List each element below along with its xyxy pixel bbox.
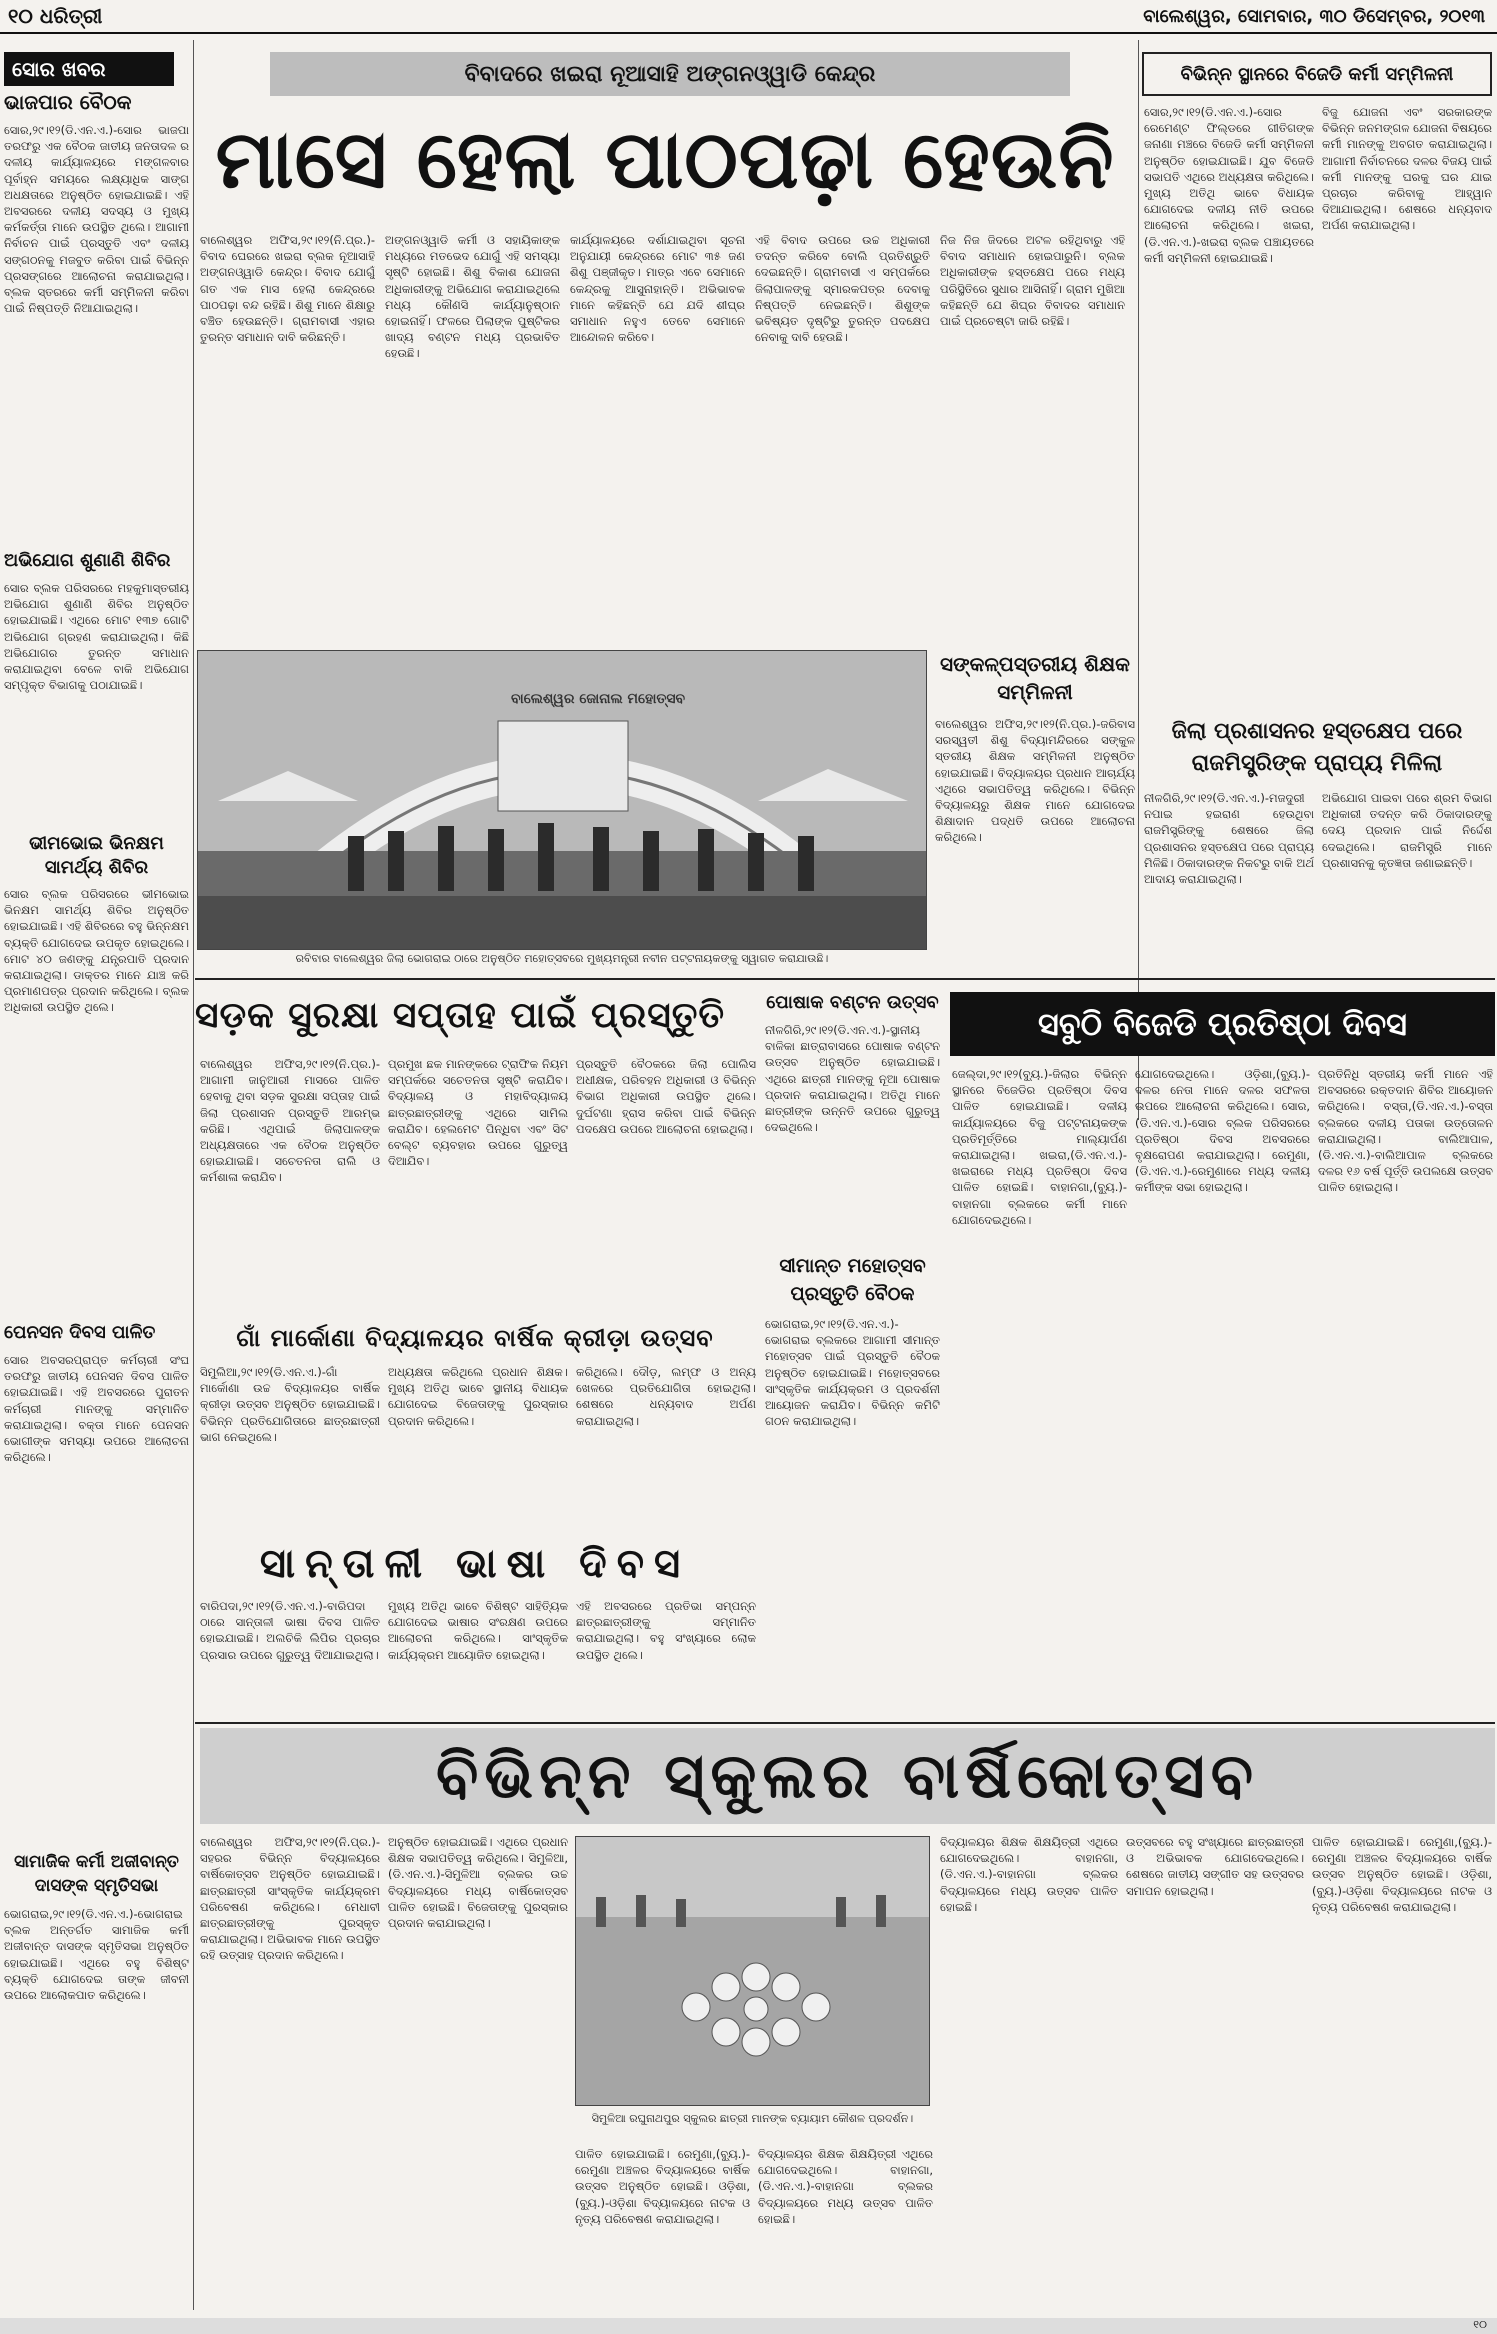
bjd-day-col-2: ଯୋଗଦେଇଥିଲେ। ଓଡ଼ିଶା,(ବ୍ୟୁ.)- ଦଳର ନେତା ମାନେ ଦଳର ସଫଳତା ଉପରେ ଆଲୋଚନା କରିଥିଲେ। ସୋର,(ଡି.ଏନ.ଏ.)-ସୋର ବ୍ଲକ ପରିସରରେ ପ୍ରତିଷ୍ଠା ଦିବସ ଅବସରରେ ବୃକ୍ଷରୋପଣ କରାଯାଇଥିଲା। ରେମୁଣା,(ଡି.ଏନ.ଏ.)-ରେମୁଣାରେ ମଧ୍ୟ ଦଳୀୟ କର୍ମୀଙ୍କ ସଭା ହୋଇଥିଲା। xyxy=(1135,1067,1310,1195)
annual-col-4: ବିଦ୍ୟାଳୟର ଶିକ୍ଷକ ଶିକ୍ଷୟିତ୍ରୀ ଏଥିରେ ଯୋଗଦେଇଥିଲେ। ବାହାନଗା,(ଡି.ଏନ.ଏ.)-ବାହାନଗା ବ୍ଲକର ବିଦ୍ୟାଳୟରେ ମଧ୍ୟ ଉତ୍ସବ ପାଳିତ ହୋଇଛି। xyxy=(940,1835,1118,1914)
annual-col-3: ପାଳିତ ହୋଇଯାଇଛି। ରେମୁଣା,(ବ୍ୟୁ.)-ରେମୁଣା ଅଞ୍ଚଳର ବିଦ୍ୟାଳୟରେ ବାର୍ଷିକ ଉତ୍ସବ ଅନୁଷ୍ଠିତ ହୋଇଛି। ଓଡ଼ିଶା,(ବ୍ୟୁ.)-ଓଡ଼ିଶା ବିଦ୍ୟାଳୟରେ ନାଟକ ଓ ନୃତ୍ୟ ପରିବେଷଣ କରାଯାଇଥିଲା। xyxy=(1312,1835,1492,1914)
uniform-body: ନୀଳଗିରି,୨୯।୧୨(ଡି.ଏନ.ଏ.)-ସ୍ଥାନୀୟ ବାଳିକା ଛାତ୍ରାବାସରେ ପୋଷାକ ବଣ୍ଟନ ଉତ୍ସବ ଅନୁଷ୍ଠିତ ହୋଇଯାଇଛି। ଏଥିରେ ଛାତ୍ରୀ ମାନଙ୍କୁ ନୂଆ ପୋଷାକ ପ୍ରଦାନ କରାଯାଇଥିଲା। ଅତିଥି ମାନେ ଛାତ୍ରୀଙ୍କ ଉନ୍ନତି ଉପରେ ଗୁରୁତ୍ୱ ଦେଇଥିଲେ। xyxy=(765,1023,940,1135)
bjd-meeting-col-2: ବିଜୁ ଯୋଜନା ଏବଂ ସରକାରଙ୍କ ବିଭିନ୍ନ ଜନମଙ୍ଗଳ ଯୋଜନା ବିଷୟରେ କର୍ମୀ ମାନଙ୍କୁ ଅବଗତ କରାଯାଇଥିଲା। ଆଗାମୀ ନିର୍ବାଚନରେ ଦଳର ବିଜୟ ପାଇଁ କର୍ମୀ ମାନଙ୍କୁ ଘରକୁ ଘର ଯାଇ ପ୍ରଚାର କରିବାକୁ ଆହ୍ୱାନ ଦିଆଯାଇଥିଲା। ଶେଷରେ ଧନ୍ୟବାଦ ଅର୍ପଣ କରାଯାଇଥିଲା। xyxy=(1322,105,1492,233)
bjd-day-col-1: ଜେଲ୍ଦା,୨୯।୧୨(ବ୍ୟୁ.)-ଜିଲାର ବିଭିନ୍ନ ସ୍ଥାନରେ ବିଜେଡିର ପ୍ରତିଷ୍ଠା ଦିବସ ପାଳିତ ହୋଇଯାଇଛି। ଦଳୀୟ କାର୍ଯ୍ୟାଳୟରେ ବିଜୁ ପଟ୍ଟନାୟକଙ୍କ ପ୍ରତିମୂର୍ତ୍ତିରେ ମାଲ୍ୟାର୍ପଣ କରାଯାଇଥିଲା। ଖଇରା,(ଡି.ଏନ.ଏ.)-ଖଇରାରେ ମଧ୍ୟ ପ୍ରତିଷ୍ଠା ଦିବସ ପାଳିତ ହୋଇଛି। ବାହାନଗା,(ବ୍ୟୁ.)-ବାହାନଗା ବ୍ଲକରେ କର୍ମୀ ମାନେ ଯୋଗଦେଇଥିଲେ। xyxy=(952,1067,1127,1227)
lead-col-2: ଅଙ୍ଗନଓ୍ୱାଡି କର୍ମୀ ଓ ସହାୟିକାଙ୍କ ମଧ୍ୟରେ ମତଭେଦ ଯୋଗୁଁ ଏହି ସମସ୍ୟା ସୃଷ୍ଟି ହୋଇଛି। ଶିଶୁ ବିକାଶ ଯୋଜନା ଅଧିକାରୀଙ୍କୁ ଅଭିଯୋଗ କରାଯାଇଥିଲେ ମଧ୍ୟ କୌଣସି କାର୍ଯ୍ୟାନୁଷ୍ଠାନ ହୋଇନାହିଁ। ଫଳରେ ପିଲାଙ୍କ ପୁଷ୍ଟିକର ଖାଦ୍ୟ ବଣ୍ଟନ ମଧ୍ୟ ପ୍ରଭାବିତ ହେଉଛି। xyxy=(385,233,560,361)
annual-col-5: ଉତ୍ସବରେ ବହୁ ସଂଖ୍ୟାରେ ଛାତ୍ରଛାତ୍ରୀ ଓ ଅଭିଭାବକ ଯୋଗଦେଇଥିଲେ। ଶେଷରେ ଜାତୀୟ ସଙ୍ଗୀତ ସହ ଉତ୍ସବର ସମାପନ ହୋଇଥିଲା। xyxy=(1126,1835,1304,1898)
road-safety-col-3: ପ୍ରସ୍ତୁତି ବୈଠକରେ ଜିଲା ପୋଲିସ ଅଧୀକ୍ଷକ, ପରିବହନ ଅଧିକାରୀ ଓ ବିଭିନ୍ନ ବିଭାଗ ଅଧିକାରୀ ଉପସ୍ଥିତ ଥିଲେ। ଦୁର୍ଘଟଣା ହ୍ରାସ କରିବା ପାଇଁ ବିଭିନ୍ନ ପଦକ୍ଷେପ ଉପରେ ଆଲୋଚନା ହୋଇଥିଲା। xyxy=(576,1057,756,1136)
drill-photo-illustration xyxy=(576,1837,930,2106)
page-header xyxy=(0,0,1497,34)
bjd-day-col-3: ପ୍ରତିନିଧି ସ୍ତରୀୟ କର୍ମୀ ମାନେ ଏହି ଅବସରରେ ରକ୍ତଦାନ ଶିବିର ଆୟୋଜନ କରିଥିଲେ। ବସ୍ତା,(ଡି.ଏନ.ଏ.)-ବସ୍ତା ବ୍ଲକରେ ଦଳୀୟ ପତାକା ଉତ୍ତୋଳନ କରାଯାଇଥିଲା। ବାଲିଆପାଳ,(ଡି.ଏନ.ଏ.)-ବାଲିଆପାଳ ବ୍ଲକରେ ଦଳର ୧୬ ବର୍ଷ ପୂର୍ତ୍ତି ଉପଲକ୍ଷେ ଉତ୍ସବ ପାଳିତ ହୋଇଥିଲା। xyxy=(1318,1067,1493,1195)
teachers-headline: ସଙ୍କଳ୍ପସ୍ତରୀୟ ଶିକ୍ଷକ ସମ୍ମିଳନୀ xyxy=(940,652,1130,704)
dateline: ବାଲେଶ୍ୱର, ସୋମବାର, ୩୦ ଡିସେମ୍ବର, ୨୦୧୩ xyxy=(1143,6,1485,27)
story1-headline: ଭାଜପାର ବୈଠକ xyxy=(4,90,132,114)
annual-col-2: ଅନୁଷ୍ଠିତ ହୋଇଯାଇଛି। ଏଥିରେ ପ୍ରଧାନ ଶିକ୍ଷକ ସଭାପତିତ୍ୱ କରିଥିଲେ। ସିମୁଳିଆ,(ଡି.ଏନ.ଏ.)-ସିମୁଳିଆ ବ୍ଲକର ଉଚ୍ଚ ବିଦ୍ୟାଳୟରେ ମଧ୍ୟ ବାର୍ଷିକୋତ୍ସବ ପାଳିତ ହୋଇଛି। ବିଜେତାଙ୍କୁ ପୁରସ୍କାର ପ୍ରଦାନ କରାଯାଇଥିଲା। xyxy=(388,1835,568,1931)
page-footer xyxy=(0,2318,1497,2334)
bjd-day-headline: ସବୁଠି ବିଜେଡି ପ୍ରତିଷ୍ଠା ଦିବସ xyxy=(950,992,1495,1056)
santali-col-2: ମୁଖ୍ୟ ଅତିଥି ଭାବେ ବିଶିଷ୍ଟ ସାହିତ୍ୟିକ ଯୋଗଦେଇ ଭାଷାର ସଂରକ୍ଷଣ ଉପରେ ଆଲୋଚନା କରିଥିଲେ। ସାଂସ୍କୃତିକ କାର୍ଯ୍ୟକ୍ରମ ଆୟୋଜିତ ହୋଇଥିଲା। xyxy=(388,1599,568,1662)
story2-headline: ଅଭିଯୋଗ ଶୁଣାଣି ଶିବିର xyxy=(4,550,171,571)
footer-page-number: ୧୦ xyxy=(1473,2318,1487,2331)
page-label: ୧୦ ଧରିତ୍ରୀ xyxy=(8,4,103,28)
sports-col-3: କରିଥିଲେ। ଦୌଡ଼, ଲମ୍ଫ ଓ ଅନ୍ୟ ଖେଳରେ ପ୍ରତିଯୋଗିତା ହୋଇଥିଲା। ଶେଷରେ ଧନ୍ୟବାଦ ଅର୍ପଣ କରାଯାଇଥିଲା। xyxy=(576,1365,756,1428)
lead-col-3: କାର୍ଯ୍ୟାଳୟରେ ଦର୍ଶାଯାଇଥିବା ସୂଚନା ଅନୁଯାୟୀ କେନ୍ଦ୍ରରେ ମୋଟ ୩୫ ଜଣ ଶିଶୁ ପଞ୍ଜୀକୃତ। ମାତ୍ର ଏବେ ସେମାନେ କେନ୍ଦ୍ରକୁ ଆସୁନାହାନ୍ତି। ଅଭିଭାବକ ମାନେ କହିଛନ୍ତି ଯେ ଯଦି ଶୀଘ୍ର ସମାଧାନ ନହୁଏ ତେବେ ସେମାନେ ଆନ୍ଦୋଳନ କରିବେ। xyxy=(570,233,745,345)
annual-fest-headline: ବିଭିନ୍ନ ସ୍କୁଲର ବାର୍ଷିକୋତ୍ସବ xyxy=(200,1728,1495,1824)
lead-col-5: ନିଜ ନିଜ ଜିଦରେ ଅଟଳ ରହିଥିବାରୁ ଏହି ବିବାଦ ସମାଧାନ ହୋଇପାରୁନି। ବ୍ଲକ ଅଧିକାରୀଙ୍କ ହସ୍ତକ୍ଷେପ ପରେ ମଧ୍ୟ ପରିସ୍ଥିତିରେ ସୁଧାର ଆସିନାହିଁ। ଗ୍ରାମ ମୁଖିଆ କହିଛନ୍ତି ଯେ ଶିଘ୍ର ବିବାଦର ସମାଧାନ ପାଇଁ ପ୍ରଚେଷ୍ଟା ଜାରି ରହିଛି। xyxy=(940,233,1125,329)
santali-col-1: ବାରିପଦା,୨୯।୧୨(ଡି.ଏନ.ଏ.)-ବାରିପଦା ଠାରେ ସାନ୍ତାଳୀ ଭାଷା ଦିବସ ପାଳିତ ହୋଇଯାଇଛି। ଅଲଚିକି ଲିପିର ପ୍ରଚାର ପ୍ରସାର ଉପରେ ଗୁରୁତ୍ୱ ଦିଆଯାଇଥିଲା। xyxy=(200,1599,380,1662)
lead-kicker: ବିବାଦରେ ଖଇରା ନୂଆସାହି ଅଙ୍ଗନଓ୍ୱାଡି କେନ୍ଦ୍ର xyxy=(270,52,1070,96)
mason-col-1: ନୀଳଗିରି,୨୯।୧୨(ଡି.ଏନ.ଏ.)-ମଜଦୁରୀ ନପାଇ ହଇରାଣ ହେଉଥିବା ରାଜମିସ୍ତ୍ରିଙ୍କୁ ଶେଷରେ ଜିଲା ପ୍ରଶାସନର ହସ୍ତକ୍ଷେପ ପରେ ପ୍ରାପ୍ୟ ମିଳିଛି। ଠିକାଦାରଙ୍କ ନିକଟରୁ ବାକି ଅର୍ଥ ଆଦାୟ କରାଯାଇଥିଲା। xyxy=(1144,791,1314,887)
annual-col-1: ବାଲେଶ୍ୱର ଅଫିସ,୨୯।୧୨(ନି.ପ୍ର.)-ସହରର ବିଭିନ୍ନ ବିଦ୍ୟାଳୟରେ ବାର୍ଷିକୋତ୍ସବ ଅନୁଷ୍ଠିତ ହୋଇଯାଇଛି। ଛାତ୍ରଛାତ୍ରୀ ସାଂସ୍କୃତିକ କାର୍ଯ୍ୟକ୍ରମ ପରିବେଷଣ କରିଥିଲେ। ମେଧାବୀ ଛାତ୍ରଛାତ୍ରୀଙ୍କୁ ପୁରସ୍କୃତ କରାଯାଇଥିଲା। ଅଭିଭାବକ ମାନେ ଉପସ୍ଥିତ ରହି ଉତ୍ସାହ ପ୍ରଦାନ କରିଥିଲେ। xyxy=(200,1835,380,1963)
story5-headline: ସାମାଜିକ କର୍ମୀ ଅଜୀବାନ୍ତ ଦାସଙ୍କ ସ୍ମୃତିସଭା xyxy=(14,1852,179,1896)
lead-headline: ମାସେ ହେଲା ପାଠପଢ଼ା ହେଉନି xyxy=(215,113,1115,206)
annual-col-3-lower: ପାଳିତ ହୋଇଯାଇଛି। ରେମୁଣା,(ବ୍ୟୁ.)-ରେମୁଣା ଅଞ୍ଚଳର ବିଦ୍ୟାଳୟରେ ବାର୍ଷିକ ଉତ୍ସବ ଅନୁଷ୍ଠିତ ହୋଇଛି। ଓଡ଼ିଶା,(ବ୍ୟୁ.)-ଓଡ଼ିଶା ବିଦ୍ୟାଳୟରେ ନାଟକ ଓ ନୃତ୍ୟ ପରିବେଷଣ କରାଯାଇଥିଲା। xyxy=(575,2147,750,2226)
column-rule xyxy=(1138,40,1139,1120)
story4-headline: ପେନସନ ଦିବସ ପାଳିତ xyxy=(4,1322,156,1343)
sports-headline: ଗାଁ ମାର୍କୋଣା ବିଦ୍ୟାଳୟର ବାର୍ଷିକ କ୍ରୀଡ଼ା ଉତ୍ସବ xyxy=(236,1324,714,1352)
road-safety-col-2: ପ୍ରମୁଖ ଛକ ମାନଙ୍କରେ ଟ୍ରାଫିକ ନିୟମ ସମ୍ପର୍କରେ ସଚେତନତା ସୃଷ୍ଟି କରାଯିବ। ବିଦ୍ୟାଳୟ ଓ ମହାବିଦ୍ୟାଳୟ ଛାତ୍ରଛାତ୍ରୀଙ୍କୁ ଏଥିରେ ସାମିଲ କରାଯିବ। ହେଲମେଟ ପିନ୍ଧିବା ଏବଂ ସିଟ ବେଲ୍ଟ ବ୍ୟବହାର ଉପରେ ଗୁରୁତ୍ୱ ଦିଆଯିବ। xyxy=(388,1057,568,1169)
border-fest-body: ଭୋଗରାଇ,୨୯।୧୨(ଡି.ଏନ.ଏ.)-ଭୋଗରାଇ ବ୍ଲକରେ ଆଗାମୀ ସୀମାନ୍ତ ମହୋତ୍ସବ ପାଇଁ ପ୍ରସ୍ତୁତି ବୈଠକ ଅନୁଷ୍ଠିତ ହୋଇଯାଇଛି। ମହୋତ୍ସବରେ ସାଂସ୍କୃତିକ କାର୍ଯ୍ୟକ୍ରମ ଓ ପ୍ରଦର୍ଶନୀ ଆୟୋଜନ କରାଯିବ। ବିଭିନ୍ନ କମିଟି ଗଠନ କରାଯାଇଥିଲା। xyxy=(765,1317,940,1429)
sports-col-2: ଅଧ୍ୟକ୍ଷତା କରିଥିଲେ ପ୍ରଧାନ ଶିକ୍ଷକ। ମୁଖ୍ୟ ଅତିଥି ଭାବେ ସ୍ଥାନୀୟ ବିଧାୟକ ଯୋଗଦେଇ ବିଜେତାଙ୍କୁ ପୁରସ୍କାର ପ୍ରଦାନ କରିଥିଲେ। xyxy=(388,1365,568,1428)
mason-headline: ଜିଲା ପ୍ରଶାସନର ହସ୍ତକ୍ଷେପ ପରେ ରାଜମିସ୍ତ୍ରିଙ୍କ ପ୍ରାପ୍ୟ ମିଳିଲା xyxy=(1171,719,1463,776)
road-safety-col-1: ବାଲେଶ୍ୱର ଅଫିସ,୨୯।୧୨(ନି.ପ୍ର.)-ଆଗାମୀ ଜାନୁଆରୀ ମାସରେ ପାଳିତ ହେବାକୁ ଥିବା ସଡ଼କ ସୁରକ୍ଷା ସପ୍ତାହ ପାଇଁ ଜିଲା ପ୍ରଶାସନ ପ୍ରସ୍ତୁତି ଆରମ୍ଭ କରିଛି। ଏଥିପାଇଁ ଜିଲାପାଳଙ୍କ ଅଧ୍ୟକ୍ଷତାରେ ଏକ ବୈଠକ ଅନୁଷ୍ଠିତ ହୋଇଯାଇଛି। ସଚେତନତା ରାଲି ଓ କର୍ମଶାଳା କରାଯିବ। xyxy=(200,1057,380,1185)
santali-headline: ସାନ୍ତାଳୀ ଭାଷା ଦିବସ xyxy=(259,1541,691,1587)
section-tag: ସୋର ଖବର xyxy=(4,52,174,86)
border-fest-headline: ସୀମାନ୍ତ ମହୋତ୍ସବ ପ୍ରସ୍ତୁତି ବୈଠକ xyxy=(779,1255,926,1305)
lead-col-4: ଏହି ବିବାଦ ଉପରେ ଉଚ୍ଚ ଅଧିକାରୀ ତଦନ୍ତ କରିବେ ବୋଲି ପ୍ରତିଶ୍ରୁତି ଦେଇଛନ୍ତି। ଗ୍ରାମବାସୀ ଏ ସମ୍ପର୍କରେ ଜିଲାପାଳଙ୍କୁ ସ୍ମାରକପତ୍ର ଦେବାକୁ ନିଷ୍ପତ୍ତି ନେଇଛନ୍ତି। ଶିଶୁଙ୍କ ଭବିଷ୍ୟତ ଦୃଷ୍ଟିରୁ ତୁରନ୍ତ ପଦକ୍ଷେପ ନେବାକୁ ଦାବି ହେଉଛି। xyxy=(755,233,930,345)
story1-body: ସୋର,୨୯।୧୨(ଡି.ଏନ.ଏ.)-ସୋର ଭାଜପା ତରଫରୁ ଏକ ବୈଠକ ଜାତୀୟ ଜନତାଦଳ ର ଦଳୀୟ କାର୍ଯ୍ୟାଳୟରେ ମଙ୍ଗଳବାର ପୂର୍ବାହ୍ନ ସମୟରେ ଲକ୍ଷ୍ୟାଧିକ ସାଙ୍ଗ ଅଧକ୍ଷତାରେ ଅନୁଷ୍ଠିତ ହୋଇଯାଇଛି। ଏହି ଅବସରରେ ଦଳୀୟ ସଦସ୍ୟ ଓ ମୁଖ୍ୟ କର୍ମକର୍ତ୍ତା ମାନେ ଉପସ୍ଥିତ ଥିଲେ। ଆଗାମୀ ନିର୍ବାଚନ ପାଇଁ ପ୍ରସ୍ତୁତି ଏବଂ ଦଳୀୟ ସଙ୍ଗଠନକୁ ମଜବୁତ କରିବା ପାଇଁ ବିଭିନ୍ନ ପ୍ରସଙ୍ଗରେ ଆଲୋଚନା କରାଯାଇଥିଲା। ବ୍ଲକ ସ୍ତରରେ କର୍ମୀ ସମ୍ମିଳନୀ କରିବା ପାଇଁ ନିଷ୍ପତ୍ତି ନିଆଯାଇଥିଲା। xyxy=(4,123,189,316)
story5-body: ଭୋଗରାଇ,୨୯।୧୨(ଡି.ଏନ.ଏ.)-ଭୋଗରାଇ ବ୍ଲକ ଅନ୍ତର୍ଗତ ସାମାଜିକ କର୍ମୀ ଅଜୀବାନ୍ତ ଦାସଙ୍କ ସ୍ମୃତିସଭା ଅନୁଷ୍ଠିତ ହୋଇଯାଇଛି। ଏଥିରେ ବହୁ ବିଶିଷ୍ଟ ବ୍ୟକ୍ତି ଯୋଗଦେଇ ତାଙ୍କ ଜୀବନୀ ଉପରେ ଆଲୋକପାତ କରିଥିଲେ। xyxy=(4,1907,189,2003)
section-rule xyxy=(195,1722,1495,1724)
story3-headline: ଭୀମଭୋଇ ଭିନକ୍ଷମ ସାମର୍ଥ୍ୟ ଶିବିର xyxy=(29,833,164,878)
annual-col-4-lower: ବିଦ୍ୟାଳୟର ଶିକ୍ଷକ ଶିକ୍ଷୟିତ୍ରୀ ଏଥିରେ ଯୋଗଦେଇଥିଲେ। ବାହାନଗା,(ଡି.ଏନ.ଏ.)-ବାହାନଗା ବ୍ଲକର ବିଦ୍ୟାଳୟରେ ମଧ୍ୟ ଉତ୍ସବ ପାଳିତ ହୋଇଛି। xyxy=(758,2147,933,2226)
lead-col-1: ବାଲେଶ୍ୱର ଅଫିସ,୨୯।୧୨(ନି.ପ୍ର.)- ବିବାଦ ଘେରରେ ଖଇରା ବ୍ଲକ ନୂଆସାହି ଅଙ୍ଗନଓ୍ୱାଡି କେନ୍ଦ୍ର। ବିବାଦ ଯୋଗୁଁ ଗତ ଏକ ମାସ ହେଲା କେନ୍ଦ୍ରରେ ପାଠପଢ଼ା ବନ୍ଦ ରହିଛି। ଶିଶୁ ମାନେ ଶିକ୍ଷାରୁ ବଞ୍ଚିତ ହେଉଛନ୍ତି। ଗ୍ରାମବାସୀ ଏହାର ତୁରନ୍ତ ସମାଧାନ ଦାବି କରିଛନ୍ତି। xyxy=(200,233,375,345)
bjd-meeting-headline: ବିଭିନ୍ନ ସ୍ଥାନରେ ବିଜେଡି କର୍ମୀ ସମ୍ମିଳନୀ xyxy=(1142,52,1492,96)
uniform-headline: ପୋଷାକ ବଣ୍ଟନ ଉତ୍ସବ xyxy=(766,992,939,1013)
mason-col-2: ଅଭିଯୋଗ ପାଇବା ପରେ ଶ୍ରମ ବିଭାଗ ଅଧିକାରୀ ତଦନ୍ତ କରି ଠିକାଦାରଙ୍କୁ ଦେୟ ପ୍ରଦାନ ପାଇଁ ନିର୍ଦ୍ଦେଶ ଦେଇଥିଲେ। ରାଜମିସ୍ତ୍ରି ମାନେ ପ୍ରଶାସନକୁ କୃତଜ୍ଞତା ଜଣାଇଛନ୍ତି। xyxy=(1322,791,1492,870)
bjd-meeting-col-1: ସୋର,୨୯।୧୨(ଡି.ଏନ.ଏ.)-ସୋର ରେମେଣ୍ଟ ଫିଲ୍ଡରେ ଗୀତିଗଙ୍କ ଜନାଣା ମଞ୍ଚରେ ବିଜେଡି କର୍ମୀ ସମ୍ମିଳନୀ ଅନୁଷ୍ଠିତ ହୋଇଯାଇଛି। ଯୁବ ବିଜେଡି ସଭାପତି ଏଥିରେ ଅଧ୍ୟକ୍ଷତା କରିଥିଲେ। ମୁଖ୍ୟ ଅତିଥି ଭାବେ ବିଧାୟକ ଯୋଗଦେଇ ଦଳୀୟ ନୀତି ଉପରେ ଆଲୋଚନା କରିଥିଲେ। ଖଇରା,(ଡି.ଏନ.ଏ.)-ଖଇରା ବ୍ଲକ ପଞ୍ଚାୟତରେ କର୍ମୀ ସମ୍ମିଳନୀ ହୋଇଯାଇଛି। xyxy=(1144,105,1314,265)
event-photo xyxy=(197,650,927,950)
section-rule xyxy=(195,978,1495,980)
sports-col-1: ସିମୁଲିଆ,୨୯।୧୨(ଡି.ଏନ.ଏ.)-ଗାଁ ମାର୍କୋଣା ଉଚ୍ଚ ବିଦ୍ୟାଳୟର ବାର୍ଷିକ କ୍ରୀଡ଼ା ଉତ୍ସବ ଅନୁଷ୍ଠିତ ହୋଇଯାଇଛି। ବିଭିନ୍ନ ପ୍ରତିଯୋଗିତାରେ ଛାତ୍ରଛାତ୍ରୀ ଭାଗ ନେଇଥିଲେ। xyxy=(200,1365,380,1444)
event-photo-caption: ରବିବାର ବାଲେଶ୍ୱର ଜିଲା ଭୋଗରାଇ ଠାରେ ଅନୁଷ୍ଠିତ ମହୋତ୍ସବରେ ମୁଖ୍ୟମନ୍ତ୍ରୀ ନବୀନ ପଟ୍ଟନାୟକଙ୍କୁ ସ୍ୱାଗତ କରାଯାଉଛି। xyxy=(295,952,829,965)
santali-col-3: ଏହି ଅବସରରେ ପ୍ରତିଭା ସମ୍ପନ୍ନ ଛାତ୍ରଛାତ୍ରୀଙ୍କୁ ସମ୍ମାନିତ କରାଯାଇଥିଲା। ବହୁ ସଂଖ୍ୟାରେ ଲୋକ ଉପସ୍ଥିତ ଥିଲେ। xyxy=(576,1599,756,1662)
road-safety-headline: ସଡ଼କ ସୁରକ୍ଷା ସପ୍ତାହ ପାଇଁ ପ୍ରସ୍ତୁତି xyxy=(195,995,726,1036)
story2-body: ସୋର ବ୍ଲକ ପରିସରରେ ମହକୁମାସ୍ତରୀୟ ଅଭିଯୋଗ ଶୁଣାଣି ଶିବିର ଅନୁଷ୍ଠିତ ହୋଇଯାଇଛି। ଏଥିରେ ମୋଟ ୧୩୭ ଗୋଟି ଅଭିଯୋଗ ଗ୍ରହଣ କରାଯାଇଥିଲା। କିଛି ଅଭିଯୋଗର ତୁରନ୍ତ ସମାଧାନ କରାଯାଇଥିବା ବେଳେ ବାକି ଅଭିଯୋଗ ସମ୍ପୃକ୍ତ ବିଭାଗକୁ ପଠାଯାଇଛି। xyxy=(4,581,189,693)
teachers-body: ବାଲେଶ୍ୱର ଅଫିସ,୨୯।୧୨(ନି.ପ୍ର.)-ଜରିବାସ ସରସ୍ୱତୀ ଶିଶୁ ବିଦ୍ୟାମନ୍ଦିରରେ ସଙ୍କୁଳ ସ୍ତରୀୟ ଶିକ୍ଷକ ସମ୍ମିଳନୀ ଅନୁଷ୍ଠିତ ହୋଇଯାଇଛି। ବିଦ୍ୟାଳୟର ପ୍ରଧାନ ଆଚାର୍ଯ୍ୟ ଏଥିରେ ସଭାପତିତ୍ୱ କରିଥିଲେ। ବିଭିନ୍ନ ବିଦ୍ୟାଳୟରୁ ଶିକ୍ଷକ ମାନେ ଯୋଗଦେଇ ଶିକ୍ଷାଦାନ ପଦ୍ଧତି ଉପରେ ଆଲୋଚନା କରିଥିଲେ। xyxy=(935,717,1135,845)
story3-body: ସୋର ବ୍ଲକ ପରିସରରେ ଭୀମଭୋଇ ଭିନକ୍ଷମ ସାମର୍ଥ୍ୟ ଶିବିର ଅନୁଷ୍ଠିତ ହୋଇଯାଇଛି। ଏହି ଶିବିରରେ ବହୁ ଭିନ୍ନକ୍ଷମ ବ୍ୟକ୍ତି ଯୋଗଦେଇ ଉପକୃତ ହୋଇଥିଲେ। ମୋଟ ୪୦ ଜଣଙ୍କୁ ଯନ୍ତ୍ରପାତି ପ୍ରଦାନ କରାଯାଇଥିଲା। ଡାକ୍ତର ମାନେ ଯାଞ୍ଚ କରି ପ୍ରମାଣପତ୍ର ପ୍ରଦାନ କରିଥିଲେ। ବ୍ଲକ ଅଧିକାରୀ ଉପସ୍ଥିତ ଥିଲେ। xyxy=(4,887,189,1015)
drill-photo xyxy=(575,1836,930,2106)
drill-photo-caption: ସିମୁଳିଆ ରଘୁନାଥପୁର ସ୍କୁଲର ଛାତ୍ରୀ ମାନଙ୍କ ବ୍ୟାୟାମ କୌଶଳ ପ୍ରଦର୍ଶନ। xyxy=(591,2112,914,2125)
story4-body: ସୋର ଅବସରପ୍ରାପ୍ତ କର୍ମଚାରୀ ସଂଘ ତରଫରୁ ଜାତୀୟ ପେନସନ ଦିବସ ପାଳିତ ହୋଇଯାଇଛି। ଏହି ଅବସରରେ ପୁରାତନ କର୍ମଚାରୀ ମାନଙ୍କୁ ସମ୍ମାନିତ କରାଯାଇଥିଲା। ବକ୍ତା ମାନେ ପେନସନ ଭୋଗୀଙ୍କ ସମସ୍ୟା ଉପରେ ଆଲୋଚନା କରିଥିଲେ। xyxy=(4,1353,189,1465)
photo-banner-text: ବାଲେଶ୍ୱର ଜୋନାଲ ମହୋତ୍ସବ xyxy=(510,691,686,707)
column-rule xyxy=(193,40,194,2310)
